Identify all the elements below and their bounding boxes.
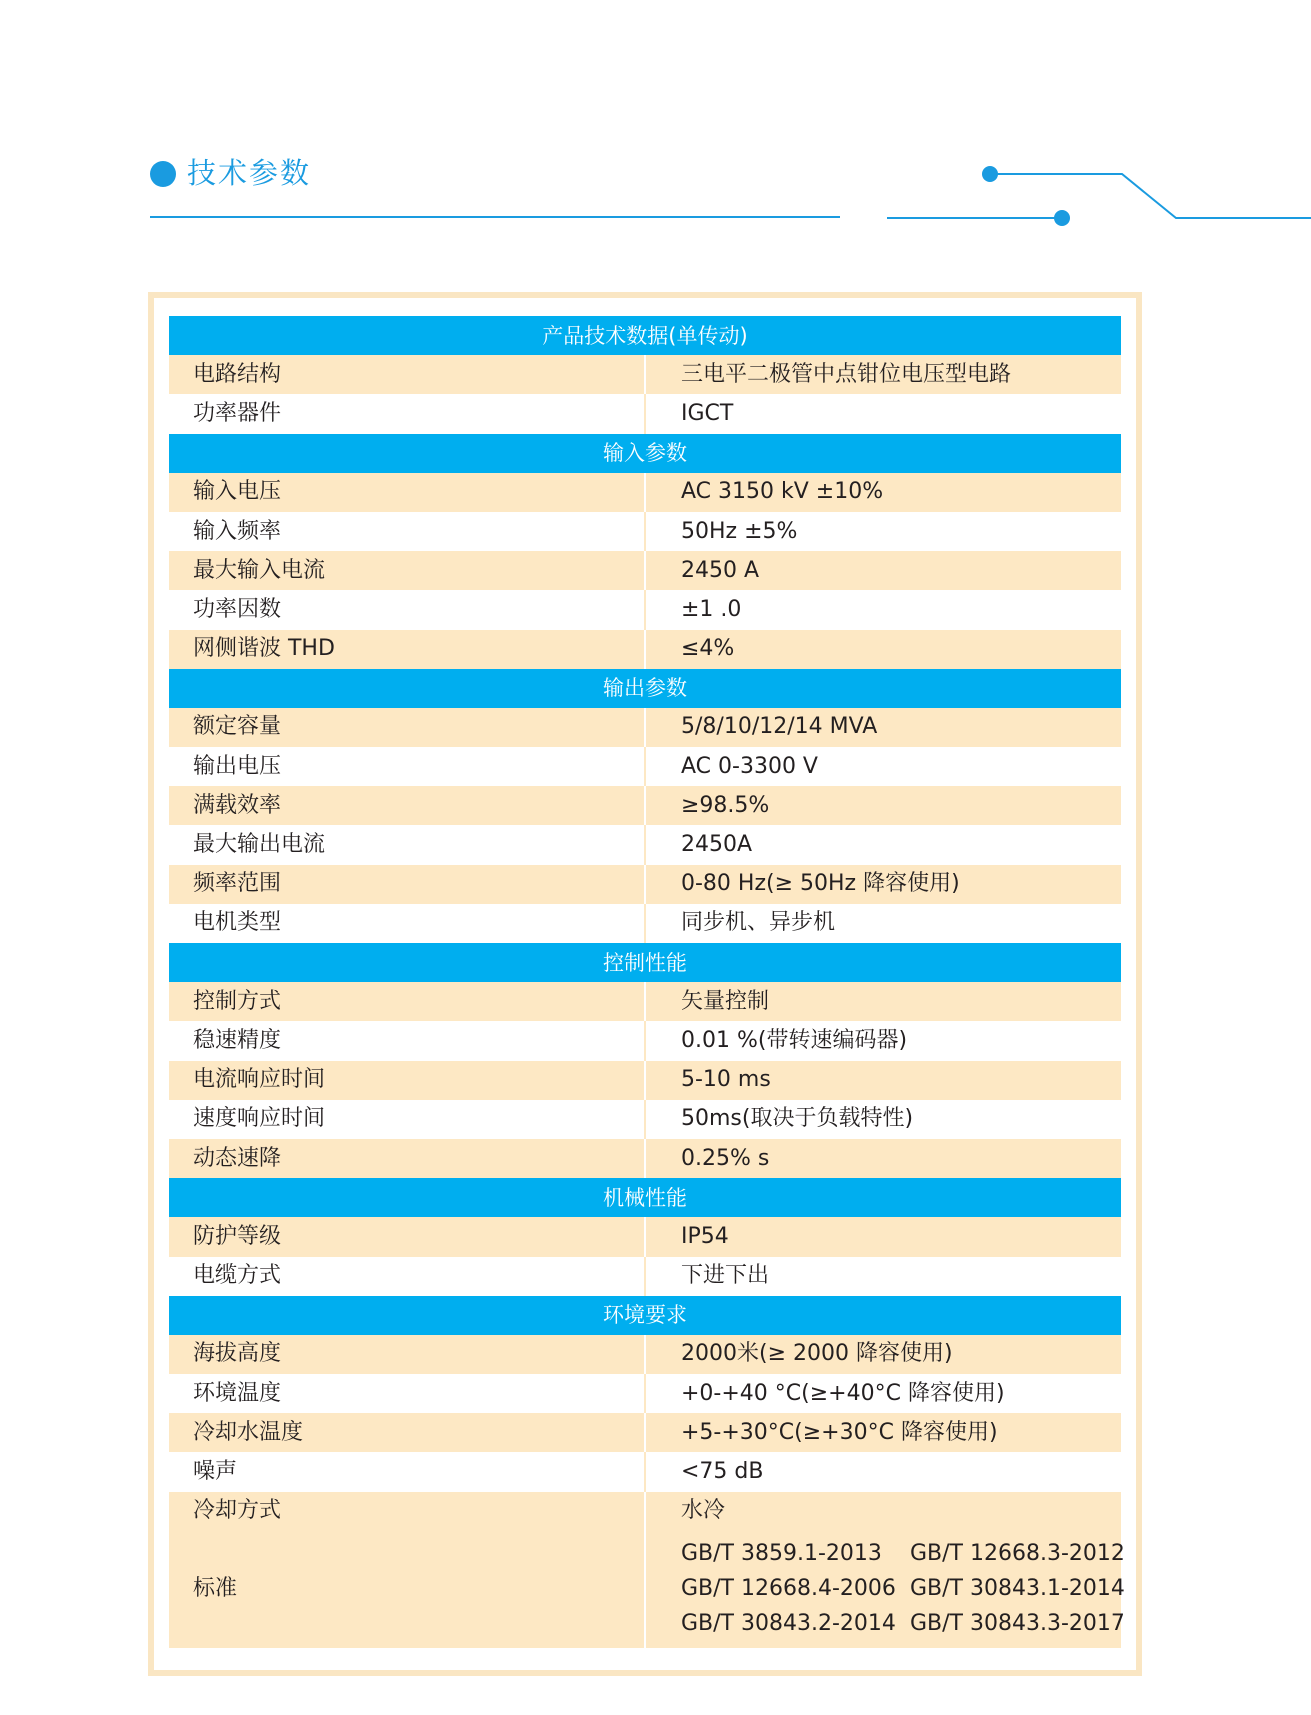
param-value: 0.01 %(带转速编码器) [645,1021,1121,1060]
param-value: ≤4% [645,630,1121,669]
standards-list [681,1541,1125,1637]
table-row [169,551,1121,590]
section-header: 控制性能 [169,943,1121,982]
page-header [0,0,1311,240]
param-label: 输入频率 [169,512,645,551]
param-label: 冷却方式 [169,1492,645,1531]
param-label: 电路结构 [169,355,645,394]
standard-item: GB/T 12668.3-2012 [910,1541,1125,1567]
param-label: 冷却水温度 [169,1413,645,1452]
param-value: IP54 [645,1217,1121,1256]
standard-item: GB/T 30843.2-2014 [681,1611,896,1637]
table-row [169,1100,1121,1139]
param-value: 50Hz ±5% [645,512,1121,551]
table-row [169,1413,1121,1452]
section-header-row [169,1296,1121,1335]
param-label: 输入电压 [169,473,645,512]
table-row [169,1257,1121,1296]
param-value: AC 3150 kV ±10% [645,473,1121,512]
param-value: 50ms(取决于负载特性) [645,1100,1121,1139]
section-header-row [169,669,1121,708]
param-label: 网侧谐波 THD [169,630,645,669]
param-label: 控制方式 [169,982,645,1021]
param-label: 动态速降 [169,1139,645,1178]
param-value: 下进下出 [645,1257,1121,1296]
param-value: 矢量控制 [645,982,1121,1021]
table-row [169,1021,1121,1060]
standards-row [169,1531,1121,1648]
section-header-row [169,434,1121,473]
param-value: IGCT [645,394,1121,433]
param-label: 速度响应时间 [169,1100,645,1139]
standard-item: GB/T 12668.4-2006 [681,1576,896,1602]
table-row [169,982,1121,1021]
param-label: 满载效率 [169,786,645,825]
param-label: 输出电压 [169,747,645,786]
param-value: 同步机、异步机 [645,904,1121,943]
table-row [169,904,1121,943]
param-label: 海拔高度 [169,1335,645,1374]
section-header: 环境要求 [169,1296,1121,1335]
table-row [169,590,1121,629]
param-value: 水冷 [645,1492,1121,1531]
section-header-row [169,316,1121,355]
table-row [169,355,1121,394]
param-value: +0-+40 °C(≥+40°C 降容使用) [645,1374,1121,1413]
table-row [169,473,1121,512]
param-value: 0-80 Hz(≥ 50Hz 降容使用) [645,865,1121,904]
table-row [169,1452,1121,1491]
spec-table [169,316,1125,1648]
standard-item: GB/T 30843.1-2014 [910,1576,1125,1602]
param-value: +5-+30°C(≥+30°C 降容使用) [645,1413,1121,1452]
standards-value [645,1531,1125,1648]
table-row [169,1217,1121,1256]
section-title: 技术参数 [187,156,312,190]
table-row [169,1374,1121,1413]
table-row [169,865,1121,904]
table-row [169,394,1121,433]
param-value: ±1 .0 [645,590,1121,629]
param-value: 0.25% s [645,1139,1121,1178]
param-value: 2450 A [645,551,1121,590]
circuit-line-decoration [0,0,1311,240]
param-value: 2450A [645,825,1121,864]
table-row [169,1061,1121,1100]
param-label: 最大输入电流 [169,551,645,590]
param-value: 三电平二极管中点钳位电压型电路 [645,355,1121,394]
standard-item: GB/T 3859.1-2013 [681,1541,882,1567]
table-row [169,1492,1121,1531]
param-label: 稳速精度 [169,1021,645,1060]
param-value: 5/8/10/12/14 MVA [645,708,1121,747]
param-value: <75 dB [645,1452,1121,1491]
param-label: 电缆方式 [169,1257,645,1296]
param-value: AC 0-3300 V [645,747,1121,786]
param-label: 最大输出电流 [169,825,645,864]
param-label: 环境温度 [169,1374,645,1413]
param-label: 电机类型 [169,904,645,943]
param-label: 功率器件 [169,394,645,433]
section-header: 机械性能 [169,1178,1121,1217]
param-label: 电流响应时间 [169,1061,645,1100]
param-label: 频率范围 [169,865,645,904]
param-label: 功率因数 [169,590,645,629]
standard-item: GB/T 30843.3-2017 [910,1611,1125,1637]
param-value: 5-10 ms [645,1061,1121,1100]
table-row [169,512,1121,551]
table-row [169,825,1121,864]
param-value: ≥98.5% [645,786,1121,825]
section-header: 产品技术数据(单传动) [169,316,1121,355]
table-row [169,708,1121,747]
param-label: 噪声 [169,1452,645,1491]
section-header-row [169,1178,1121,1217]
param-value: 2000米(≥ 2000 降容使用) [645,1335,1121,1374]
param-label: 防护等级 [169,1217,645,1256]
section-header: 输入参数 [169,434,1121,473]
table-row [169,630,1121,669]
section-header: 输出参数 [169,669,1121,708]
table-row [169,786,1121,825]
table-row [169,1335,1121,1374]
table-row [169,1139,1121,1178]
param-label: 额定容量 [169,708,645,747]
param-label: 标准 [169,1531,645,1648]
table-row [169,747,1121,786]
section-header-row [169,943,1121,982]
